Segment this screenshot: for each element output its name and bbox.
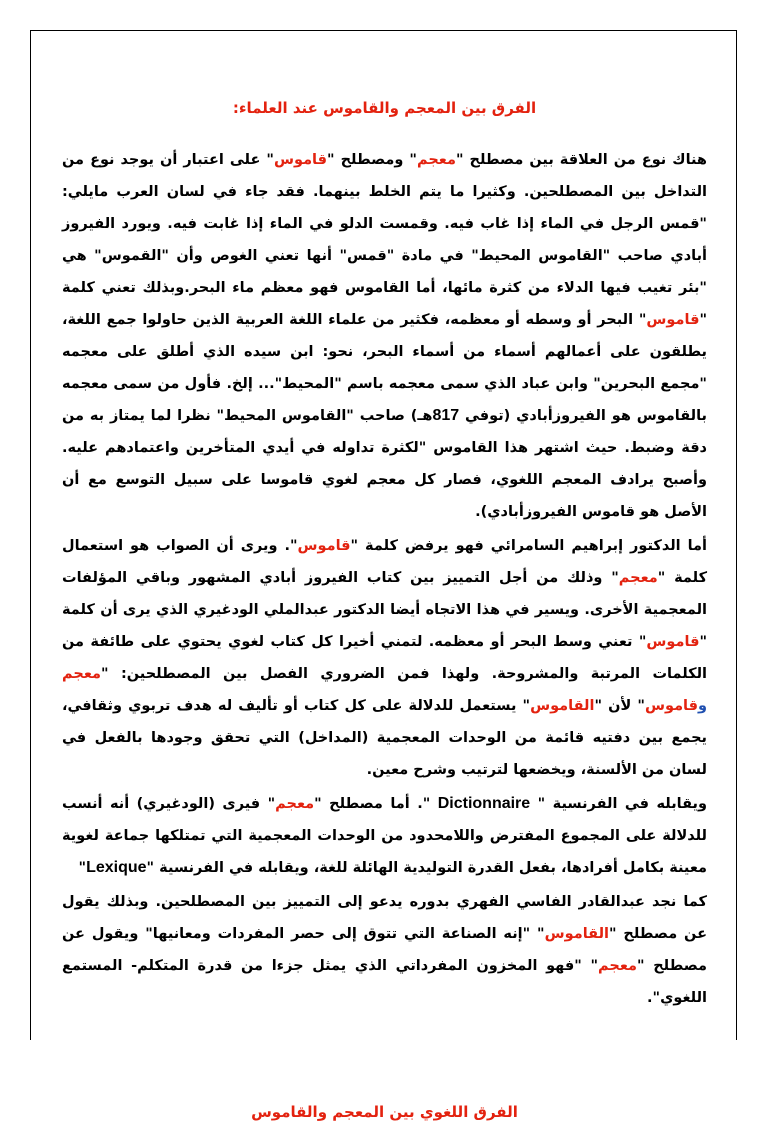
text-run: كما نجد عبدالقادر الفاسي الفهري بدوره يدعو إلى التمييز بين المصطلحين. وبذلك يقول عن مصطلح " xyxy=(62,894,707,942)
document-body xyxy=(62,90,707,1130)
text-run: أما الدكتور إبراهيم السامرائي فهو يرفض كلمة " xyxy=(350,538,707,554)
text-run: " يستعمل للدلالة على كل كتاب أو تأليف له هدف تربوي وثقافي، يجمع بين دفتيه قائمة من الوحدات المعجمية (المداخل) التي تحقق وجودها بالفعل في لسان من الألسنة، ويخضعها لترتيب وشرح معين. xyxy=(62,698,707,778)
highlight-term: القاموس xyxy=(530,698,595,714)
text-run: " تعني وسط البحر أو معظمه. لتمني أخيرا كل كتاب لغوي يحتوي على طائفة من الكلمات المرتبة والمشروحة. ولهذا فمن الضروري الفصل بين المصطلحين: " xyxy=(62,634,707,682)
highlight-term: معجم xyxy=(275,796,315,812)
highlight-term: معجم xyxy=(62,666,101,682)
year-number: 817 xyxy=(432,407,460,424)
text-run: ". ويرى أن الصواب هو استعمال كلمة " xyxy=(62,538,707,586)
highlight-term: معجم xyxy=(416,152,456,168)
paragraph-1 xyxy=(62,144,707,528)
highlight-term: القاموس xyxy=(544,926,609,942)
highlight-term: قاموس xyxy=(297,538,351,554)
paragraph-3 xyxy=(62,788,707,884)
text-run: ويقابله في الفرنسية " xyxy=(530,796,707,812)
section-heading: الفرق اللغوي بين المعجم والقاموس xyxy=(251,1103,518,1121)
text-run: " xyxy=(78,860,87,876)
text-run: " "إنه الصناعة التي تتوق إلى حصر المفردات ومعانيها" ويقول عن مصطلح " xyxy=(62,926,707,974)
text-run: " على اعتبار أن يوجد نوع من التداخل بين المصطلحين. وكثيرا ما يتم الخلط بينهما. فقد جاء في لسان العرب مايلي: "قمس الرجل في الماء إذا غاب فيه. وقمست الدلو في الماء إذا غابت فيه. ويورد الفيروز أبادي صاحب "القاموس المحيط" في مادة "قمس" أنها تعني الغوص وأن "القموس" هي "بئر تغيب فيها الدلاء من كثرة مائها، أما القاموس فهو معظم ماء البحر.وبذلك تعني كلمة " xyxy=(62,152,707,328)
highlight-term: معجم xyxy=(618,570,658,586)
highlight-term: قاموس xyxy=(273,152,327,168)
text-run: " البحر أو وسطه أو معظمه، فكثير من علماء اللغة العربية الذين حاولوا جمع اللغة، يطلقون على أعمالهم أسماء من أسماء البحر، نحو: ابن سيده الذي أطلق على معجمه "مجمع البحرين" وابن عباد الذي سمى معجمه باسم "المحيط"... إلخ. فأول من سمى معجمه بالقاموس هو الفيروزأبادي (توفي xyxy=(62,312,707,424)
text-run: " ومصطلح " xyxy=(327,152,417,168)
paragraph-2 xyxy=(62,530,707,786)
text-run: هـ) صاحب "القاموس المحيط" نظرا لما يمتاز به من دقة وضبط. حيث اشتهر هذا القاموس "لكثرة تداوله في أيدي المتأخرين واعتمادهم عليه. وأصبح يرادف المعجم اللغوي، فصار كل معجم لغوي قاموسا على سبيل التوسع مع أن الأصل هو قاموس الفيروزأبادي). xyxy=(62,408,707,520)
page-title: الفرق بين المعجم والقاموس عند العلماء: xyxy=(232,99,537,117)
french-term: Lexique xyxy=(86,859,147,876)
french-term: Dictionnaire xyxy=(437,795,531,812)
text-run: " "فهو المخزون المفرداتي الذي يمثل جزءا من قدرة المتكلم- المستمع اللغوي". xyxy=(62,958,707,1006)
highlight-term: قاموس xyxy=(646,312,700,328)
highlight-term: قاموس xyxy=(646,634,700,650)
paragraph-4 xyxy=(62,886,707,1014)
text-run: " لأن " xyxy=(594,698,645,714)
text-run: " وذلك من أجل التمييز بين كتاب الفيروز أبادي المشهور وباقي المؤلفات المعجمية الأخرى. ويسير في هذا الاتجاه أيضا الدكتور عبدالملي الودغيري الذي يرى أن كلمة " xyxy=(62,570,707,650)
text-run: هناك نوع من العلاقة بين مصطلح " xyxy=(455,152,707,168)
highlight-term: معجم xyxy=(598,958,638,974)
text-run: ". أما مصطلح " xyxy=(314,796,438,812)
conjunction-waw: و xyxy=(697,698,707,714)
text-run: " فيرى (الودغيري) أنه أنسب للدلالة على المجموع المفترض واللامحدود من الوحدات المعجمية التي تمتلكها جماعة لغوية معينة بكامل أفرادها، بفعل القدرة التوليدية الهائلة للغة، ويقابله في الفرنسية " xyxy=(62,796,707,876)
highlight-term: قاموس xyxy=(644,698,698,714)
